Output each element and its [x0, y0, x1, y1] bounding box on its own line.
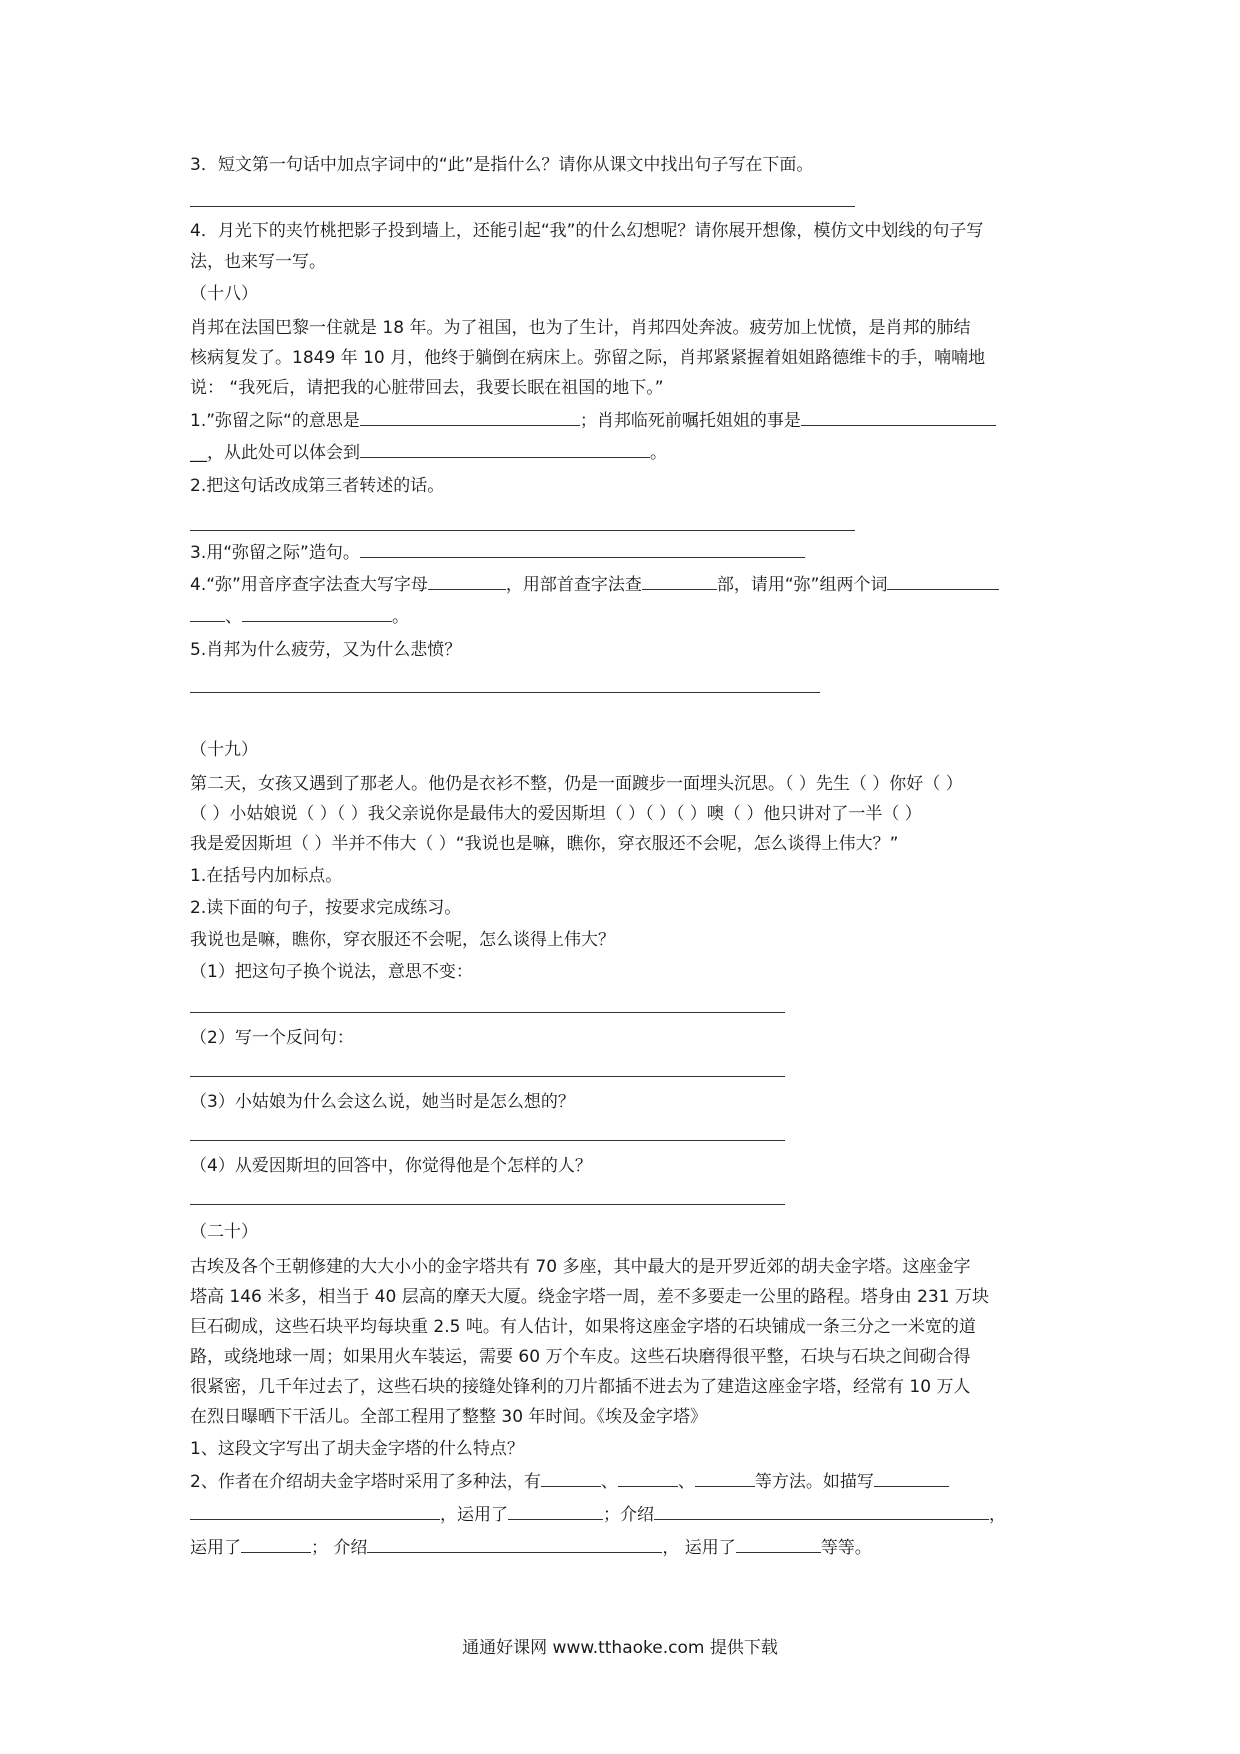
s18-question-4-line2: 、 。: [190, 604, 1060, 628]
s20-question-2-line2: ，运用了 ；介绍 ，: [190, 1502, 1060, 1526]
answer-blank[interactable]: [360, 440, 650, 458]
s19-subquestion-2: （2）写一个反问句：: [190, 1028, 354, 1048]
answer-blank[interactable]: [190, 1502, 440, 1520]
s18-question-4-line1: 4.“弥”用音序查字法查大写字母 ，用部首查字法查 部，请用“弥”组两个词: [190, 572, 1060, 596]
section-20-passage-line6: 在烈日曝晒下干活儿。全部工程用了整整 30 年时间。《埃及金字塔》: [190, 1407, 707, 1427]
question-3: 3．短文第一句话中加点字词中的“此”是指什么？请你从课文中找出句子写在下面。: [190, 155, 814, 175]
answer-blank[interactable]: [360, 408, 580, 426]
answer-line: [190, 1076, 785, 1077]
s20-question-2-line1: 2、作者在介绍胡夫金字塔时采用了多种法，有 、 、 等方法。如描写: [190, 1469, 1060, 1493]
section-18-heading: （十八）: [190, 284, 258, 304]
s19-subquestion-1: （1）把这句子换个说法，意思不变：: [190, 962, 473, 982]
answer-blank[interactable]: [736, 1535, 821, 1553]
s18-question-2: 2.把这句话改成第三者转述的话。: [190, 476, 445, 496]
answer-blank[interactable]: [695, 1469, 755, 1487]
section-20-passage-line1: 古埃及各个王朝修建的大大小小的金字塔共有 70 多座，其中最大的是开罗近郊的胡夫金字塔。这座金字: [190, 1257, 971, 1277]
answer-line: [190, 1204, 785, 1205]
section-19-passage-line1: 第二天，女孩又遇到了那老人。他仍是衣衫不整，仍是一面踱步一面埋头沉思。（ ）先生（ ）你好（ ）: [190, 774, 963, 794]
s19-question-1: 1.在括号内加标点。: [190, 866, 343, 886]
section-18-passage-line1: 肖邦在法国巴黎一住就是 18 年。为了祖国，也为了生计，肖邦四处奔波。疲劳加上忧愤，是肖邦的肺结: [190, 318, 971, 338]
answer-line: [190, 1140, 785, 1141]
answer-blank[interactable]: [428, 572, 506, 590]
section-20-passage-line5: 很紧密，几千年过去了，这些石块的接缝处锋利的刀片都插不进去为了建造这座金字塔，经常有 10 万人: [190, 1377, 971, 1397]
section-19-passage-line3: 我是爱因斯坦（ ）半并不伟大（ ）“我说也是嘛，瞧你，穿衣服还不会呢，怎么谈得上伟大？”: [190, 834, 899, 854]
answer-blank[interactable]: [801, 408, 996, 426]
section-20-passage-line2: 塔高 146 米多，相当于 40 层高的摩天大厦。绕金字塔一周，差不多要走一公里的路程。塔身由 231 万块: [190, 1287, 989, 1307]
answer-blank[interactable]: [367, 1535, 662, 1553]
footer-credit: 通通好课网 www.tthaoke.com 提供下载: [462, 1638, 778, 1658]
section-20-heading: （二十）: [190, 1222, 258, 1242]
section-20-passage-line3: 巨石砌成，这些石块平均每块重 2.5 吨。有人估计，如果将这座金字塔的石块铺成一条三分之一米宽的道: [190, 1317, 976, 1337]
question-4-line2: 法，也来写一写。: [190, 252, 326, 272]
s19-subquestion-3: （3）小姑娘为什么会这么说，她当时是怎么想的？: [190, 1092, 575, 1112]
answer-blank[interactable]: [541, 1469, 601, 1487]
section-19-passage-line2: （ ）小姑娘说（ ）（ ）我父亲说你是最伟大的爱因斯坦（ ）（ ）（ ）噢（ ）他只讲对了一半（ ）: [190, 804, 922, 824]
answer-blank[interactable]: [887, 572, 999, 590]
section-18-passage-line2: 核病复发了。1849 年 10 月，他终于躺倒在病床上。弥留之际，肖邦紧紧握着姐姐路德维卡的手，喃喃地: [190, 348, 986, 368]
answer-blank[interactable]: [360, 540, 805, 558]
section-20-passage-line4: 路，或绕地球一周；如果用火车装运，需要 60 万个车皮。这些石块磨得很平整，石块与石块之间砌合得: [190, 1347, 971, 1367]
section-19-heading: （十九）: [190, 740, 258, 760]
s20-question-2-line3: 运用了 ； 介绍 ， 运用了 等等。: [190, 1535, 1060, 1559]
answer-line: [190, 692, 820, 693]
answer-line: [190, 206, 855, 207]
s18-question-5: 5.肖邦为什么疲劳，又为什么悲愤？: [190, 640, 462, 660]
answer-blank[interactable]: [190, 604, 225, 622]
section-18-passage-line3: 说： “我死后，请把我的心脏带回去，我要长眠在祖国的地下。”: [190, 378, 664, 398]
answer-blank[interactable]: [654, 1502, 989, 1520]
answer-blank[interactable]: [618, 1469, 678, 1487]
answer-blank[interactable]: [874, 1469, 949, 1487]
answer-line: [190, 530, 855, 531]
answer-blank[interactable]: [242, 604, 392, 622]
s18-question-3: 3.用“弥留之际”造句。: [190, 540, 1060, 564]
s19-question-2: 2.读下面的句子，按要求完成练习。: [190, 898, 462, 918]
s19-sentence: 我说也是嘛，瞧你，穿衣服还不会呢，怎么谈得上伟大？: [190, 930, 615, 950]
answer-line: [190, 1012, 785, 1013]
answer-blank[interactable]: [642, 572, 717, 590]
s18-question-1-line2: __，从此处可以体会到 。: [190, 440, 1060, 464]
s19-subquestion-4: （4）从爱因斯坦的回答中，你觉得他是个怎样的人？: [190, 1156, 592, 1176]
question-4-line1: 4．月光下的夹竹桃把影子投到墙上，还能引起“我”的什么幻想呢？请你展开想像，模仿文中划线的句子写: [190, 221, 984, 241]
answer-blank[interactable]: [508, 1502, 603, 1520]
answer-blank[interactable]: [241, 1535, 311, 1553]
s20-question-1: 1、这段文字写出了胡夫金字塔的什么特点？: [190, 1439, 524, 1459]
s18-question-1-line1: 1.”弥留之际“的意思是 ；肖邦临死前嘱托姐姐的事是: [190, 408, 1060, 432]
